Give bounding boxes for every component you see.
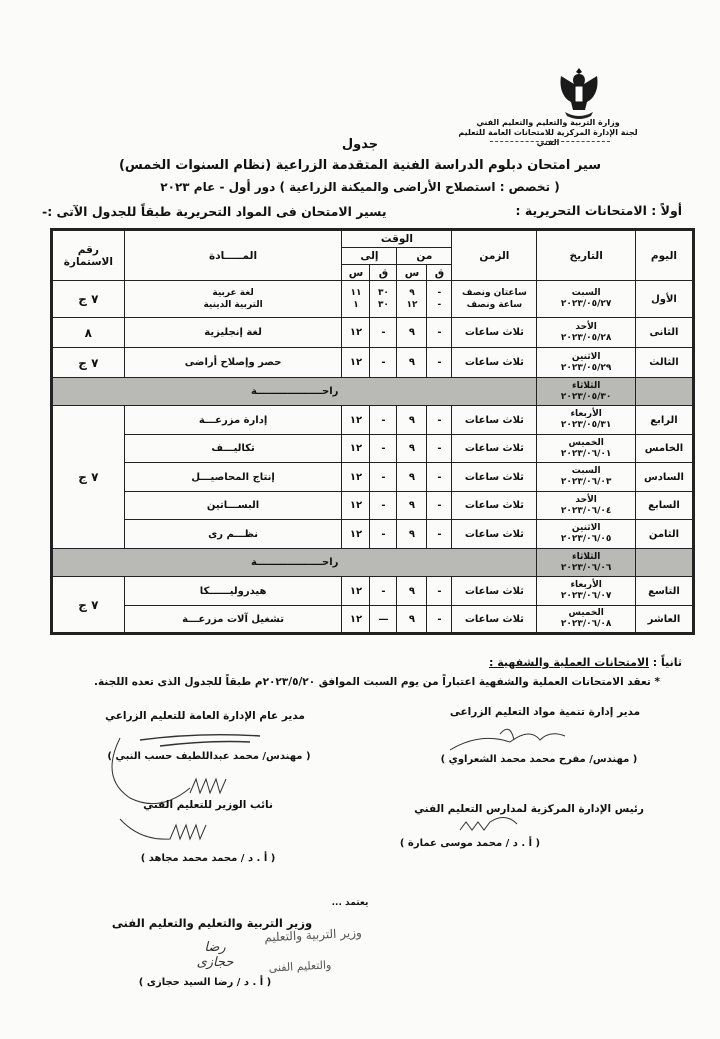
- table-row: [52, 606, 694, 634]
- cell-from-hour: ٩: [397, 348, 427, 378]
- cell-date: [537, 318, 636, 348]
- cell-subject: إدارة مزرعـــة: [124, 406, 342, 435]
- cell-from-hour: ٩: [397, 577, 427, 606]
- header-from-minute: ق: [427, 265, 452, 281]
- date: ٢٠٢٣/٠٥/٣١: [560, 420, 612, 430]
- header-time: الوقت: [342, 230, 452, 248]
- section-2-heading: [489, 656, 682, 669]
- signature-title-left-2: نائب الوزير للتعليم الفني: [143, 799, 273, 811]
- cell-to-minute: -: [370, 406, 397, 435]
- to-hour-2: ١: [353, 300, 359, 310]
- cell-to-hour: ١٢: [342, 406, 370, 435]
- cell-to-hour: ١٢: [342, 520, 370, 549]
- weekday: الاثنين: [571, 523, 601, 533]
- signature-scribble-left-2: [110, 815, 240, 849]
- cell-to-minute: —: [370, 606, 397, 634]
- cell-form-no-group: ٧ ج: [52, 406, 125, 549]
- cell-duration: ثلاث ساعات: [452, 577, 537, 606]
- cell-to-hour: ١٢: [342, 318, 370, 348]
- to-hour-1: ١١: [350, 288, 362, 298]
- cell-from-hour: ٩: [397, 318, 427, 348]
- date: ٢٠٢٣/٠٥/٢٧: [560, 299, 612, 309]
- date: ٢٠٢٣/٠٥/٢٨: [560, 332, 612, 343]
- cell-to-hour: ١٢: [342, 492, 370, 520]
- date: ٢٠٢٣/٠٦/٠٤: [560, 505, 612, 516]
- cell-date: [537, 406, 636, 435]
- cell-subject: هيدروليــــــكا: [124, 577, 342, 606]
- cell-day: التاسع: [635, 577, 693, 606]
- cell-from-minute: [427, 281, 452, 318]
- weekday: الأربعاء: [570, 409, 602, 419]
- cell-subject: تشغيل آلات مزرعـــة: [124, 606, 342, 634]
- cell-duration: ثلاث ساعات: [452, 463, 537, 492]
- weekday: الثلاثاء: [571, 551, 601, 562]
- exam-schedule-table: [50, 228, 695, 635]
- signature-name-right-1: ( مهندس/ مفرح محمد محمد الشعراوي ): [440, 754, 638, 765]
- cell-duration: ثلاث ساعات: [452, 606, 537, 634]
- signature-name-left-2: ( أ . د / محمد محمد مجاهد ): [140, 853, 276, 864]
- signature-title-right-1: مدير إدارة تنمية مواد التعليم الزراعى: [449, 706, 641, 718]
- document-title: سير امتحان دبلوم الدراسة الفنية المتقدمة الزراعية (نظام السنوات الخمس): [118, 158, 602, 173]
- cell-date: [537, 549, 636, 577]
- cell-form-no: ٧ ج: [52, 348, 125, 378]
- to-minute-2: ٣٠: [377, 300, 389, 310]
- rest-row: [52, 378, 694, 406]
- cell-from-hour: [397, 281, 427, 318]
- cell-from-hour: ٩: [397, 492, 427, 520]
- header-form-no: رقم الاستمارة: [52, 230, 125, 281]
- cell-to-minute: -: [370, 577, 397, 606]
- cell-duration: ثلاث ساعات: [452, 348, 537, 378]
- cell-date: [537, 348, 636, 378]
- cell-from-minute: -: [427, 606, 452, 634]
- cell-from-hour: ٩: [397, 435, 427, 463]
- cell-from-minute: -: [427, 318, 452, 348]
- practical-exams-note: * تعقد الامتحانات العملية والشفهية اعتباراً من يوم السبت الموافق ٢٠٢٣/٥/٢٠م طبقاً للجدول الذى تعده اللجنة.: [94, 676, 660, 688]
- cell-subject: [124, 281, 342, 318]
- weekday: الثلاثاء: [571, 380, 601, 391]
- cell-from-minute: -: [427, 435, 452, 463]
- cell-to-minute: -: [370, 348, 397, 378]
- cell-day: العاشر: [635, 606, 693, 634]
- cell-duration: ثلاث ساعات: [452, 318, 537, 348]
- from-minute-2: -: [437, 300, 442, 310]
- cell-from-minute: -: [427, 348, 452, 378]
- duration-2: ساعة ونصف: [466, 300, 523, 310]
- cell-date: [537, 606, 636, 634]
- cell-day-empty: [635, 549, 693, 577]
- minister-title: وزير التربية والتعليم والتعليم الفنى: [111, 916, 313, 930]
- weekday: السبت: [571, 466, 601, 476]
- cell-date: [537, 463, 636, 492]
- cell-to-minute: -: [370, 318, 397, 348]
- cell-form-no-group: ٧ ج: [52, 577, 125, 634]
- cell-day: السادس: [635, 463, 693, 492]
- date: ٢٠٢٣/٠٦/٠٣: [560, 477, 612, 487]
- specialty-line: ( تخصص : استصلاح الأراضى والميكنة الزراعية ) دور أول - عام ٢٠٢٣: [160, 180, 560, 194]
- cell-date: [537, 492, 636, 520]
- cell-duration: [452, 281, 537, 318]
- table-row: [52, 348, 694, 378]
- cell-to-hour: ١٢: [342, 435, 370, 463]
- cell-to-hour: ١٢: [342, 606, 370, 634]
- header-day: اليوم: [635, 230, 693, 281]
- cell-form-no: ٧ ج: [52, 281, 125, 318]
- cell-to-hour: ١٢: [342, 348, 370, 378]
- cell-to-minute: -: [370, 463, 397, 492]
- cell-to-hour: [342, 281, 370, 318]
- date: ٢٠٢٣/٠٦/٠٦: [560, 562, 612, 573]
- header-from: من: [397, 248, 452, 265]
- cell-to-minute: [370, 281, 397, 318]
- cell-date: [537, 577, 636, 606]
- signature-scribble-right-2: [455, 812, 525, 834]
- table-row: [52, 463, 694, 492]
- cell-date: [537, 435, 636, 463]
- cell-day: الثانى: [635, 318, 693, 348]
- weekday: الأربعاء: [570, 580, 602, 590]
- section-2-prefix: ثانياً :: [648, 656, 682, 669]
- weekday: السبت: [571, 288, 601, 298]
- table-row: [52, 492, 694, 520]
- stamp-line-2: والتعليم الفنى: [268, 958, 332, 975]
- date: ٢٠٢٣/٠٦/٠٧: [560, 591, 612, 601]
- cell-subject: البســـاتين: [124, 492, 342, 520]
- section-2-label: الامتحانات العملية والشفهية :: [488, 656, 649, 669]
- table-row: [52, 281, 694, 318]
- signature-name-left-1: ( مهندس/ محمد عبداللطيف حسب النبي ): [107, 751, 311, 762]
- weekday: الخميس: [568, 437, 604, 448]
- weekday: الاثنين: [571, 351, 601, 362]
- rest-row: [52, 549, 694, 577]
- cell-date: [537, 520, 636, 549]
- cell-to-minute: -: [370, 435, 397, 463]
- date: ٢٠٢٣/٠٥/٢٩: [560, 362, 612, 373]
- cell-day: الثامن: [635, 520, 693, 549]
- header-to: إلى: [342, 248, 397, 265]
- section-1-text: يسير الامتحان فى المواد التحريرية طبقاً للجدول الآتى :-: [42, 204, 387, 219]
- section-1-label: أولاً : الامتحانات التحريرية :: [515, 203, 682, 218]
- cell-day: الرابع: [635, 406, 693, 435]
- cell-subject: لغة إنجليزية: [124, 318, 342, 348]
- header-from-hour: س: [397, 265, 427, 281]
- cell-from-minute: -: [427, 463, 452, 492]
- cell-day-empty: [635, 378, 693, 406]
- cell-duration: ثلاث ساعات: [452, 520, 537, 549]
- cell-from-minute: -: [427, 406, 452, 435]
- ministry-line-2: لجنة الإدارة المركزية للامتحانات العامة للتعليم الفني: [458, 128, 638, 147]
- minister-name: ( أ . د / رضا السيد حجازى ): [138, 977, 272, 988]
- cell-duration: ثلاث ساعات: [452, 406, 537, 435]
- cell-to-hour: ١٢: [342, 577, 370, 606]
- duration-1: ساعتان ونصف: [461, 288, 527, 298]
- header-duration: الزمن: [452, 230, 537, 281]
- cell-to-minute: -: [370, 492, 397, 520]
- ministry-line-1: وزارة التربية والتعليم والتعليم الفني: [476, 118, 620, 127]
- from-hour-2: ١٢: [406, 300, 418, 310]
- stamp-line-1: وزير التربية والتعليم: [263, 925, 363, 945]
- date: ٢٠٢٣/٠٥/٣٠: [560, 391, 612, 402]
- cell-from-hour: ٩: [397, 463, 427, 492]
- approval-label: يعتمد ...: [331, 898, 369, 908]
- cell-subject: تكاليـــف: [124, 435, 342, 463]
- date: ٢٠٢٣/٠٦/٠١: [560, 448, 612, 459]
- cell-from-hour: ٩: [397, 520, 427, 549]
- cell-subject: إنتاج المحاصيـــل: [124, 463, 342, 492]
- table-word: جدول: [341, 137, 379, 152]
- table-row: [52, 406, 694, 435]
- to-minute-1: ٣٠: [377, 288, 389, 298]
- cell-date: [537, 378, 636, 406]
- subject-2: التربية الدينية: [203, 300, 263, 310]
- cell-day: الخامس: [635, 435, 693, 463]
- from-minute-1: -: [437, 288, 442, 298]
- cell-duration: ثلاث ساعات: [452, 435, 537, 463]
- table-row: [52, 520, 694, 549]
- signature-name-right-2: ( أ . د / محمد موسى عمارة ): [399, 838, 541, 849]
- cell-date: [537, 281, 636, 318]
- minister-handwritten-signature: رضا حجازى: [196, 940, 234, 970]
- cell-form-no: ٨: [52, 318, 125, 348]
- weekday: الأحد: [575, 321, 597, 332]
- cell-from-minute: -: [427, 577, 452, 606]
- table-row: [52, 318, 694, 348]
- table-row: [52, 435, 694, 463]
- eagle-emblem-icon: [555, 66, 603, 122]
- cell-from-minute: -: [427, 492, 452, 520]
- cell-day: الأول: [635, 281, 693, 318]
- cell-from-minute: -: [427, 520, 452, 549]
- weekday: الأحد: [575, 494, 597, 505]
- cell-subject: نظـــم رى: [124, 520, 342, 549]
- rest-label: راحـــــــــــــــــــة: [52, 378, 537, 406]
- date: ٢٠٢٣/٠٦/٠٥: [560, 534, 612, 544]
- signature-scribble-right-1: [440, 722, 580, 756]
- table-row: [52, 577, 694, 606]
- subject-1: لغة عربية: [212, 288, 254, 298]
- cell-from-hour: ٩: [397, 406, 427, 435]
- weekday: الخميس: [568, 608, 604, 618]
- signature-title-right-2: رئيس الإدارة المركزية لمدارس التعليم الفني: [414, 803, 644, 815]
- signature-title-left-1: مدير عام الإدارة العامة للتعليم الزراعي: [105, 710, 305, 722]
- date: ٢٠٢٣/٠٦/٠٨: [560, 619, 612, 629]
- cell-day: السابع: [635, 492, 693, 520]
- from-hour-1: ٩: [409, 288, 415, 298]
- header-date: التاريخ: [537, 230, 636, 281]
- cell-from-hour: ٩: [397, 606, 427, 634]
- header-to-minute: ق: [370, 265, 397, 281]
- header-to-hour: س: [342, 265, 370, 281]
- cell-to-minute: -: [370, 520, 397, 549]
- rest-label: راحـــــــــــــــــــة: [52, 549, 537, 577]
- cell-day: الثالث: [635, 348, 693, 378]
- cell-subject: حصر وإصلاح أراضى: [124, 348, 342, 378]
- header-subject: المـــــادة: [124, 230, 342, 281]
- cell-to-hour: ١٢: [342, 463, 370, 492]
- cell-duration: ثلاث ساعات: [452, 492, 537, 520]
